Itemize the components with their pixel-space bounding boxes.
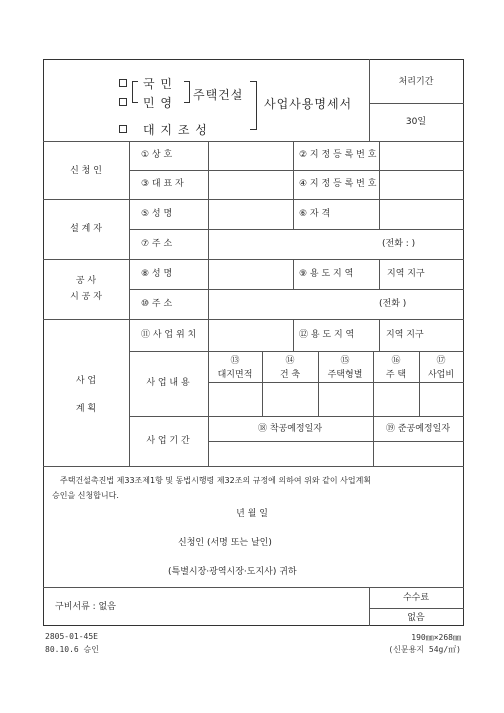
designer-phone: (전화 : ) xyxy=(382,239,416,249)
right-brace xyxy=(184,81,190,103)
label-end-date: ⑲ 준공예정일자 xyxy=(385,424,451,434)
statement-recipient: (특별시장·광역시장·도지사) 귀하 xyxy=(168,567,297,577)
label-constructor-name: ⑧ 성 명 xyxy=(141,269,173,279)
required-docs: 구비서류 : 없음 xyxy=(55,602,116,612)
checkbox-private[interactable] xyxy=(119,98,127,106)
processing-label: 처리기간 xyxy=(398,77,434,87)
footer-paper: (신문용지 54g/㎡) xyxy=(388,645,461,654)
footer-form-number: 2805-01-45E xyxy=(45,632,98,641)
zone-1: 지역 지구 xyxy=(387,269,425,279)
label-reg-no-1: ② 지 정 등 록 번 호 xyxy=(299,150,377,160)
col-num-land: ⑬ xyxy=(230,356,240,366)
label-company: ① 상 호 xyxy=(141,150,173,160)
option-private: 민 영 xyxy=(143,96,173,110)
section-constructor-2: 시 공 자 xyxy=(70,292,102,302)
constructor-phone: (전화 ) xyxy=(379,299,407,309)
col-label-housing: 주 택 xyxy=(385,370,407,380)
col-label-cost: 사업비 xyxy=(427,370,455,380)
label-zone-2: ⑫ 용 도 지 역 xyxy=(299,330,355,340)
label-designer-name: ⑤ 성 명 xyxy=(141,209,173,219)
label-constructor-address: ⑩ 주 소 xyxy=(141,299,173,309)
col-num-cost: ⑰ xyxy=(436,356,446,366)
label-start-date: ⑱ 착공예정일자 xyxy=(257,424,323,434)
col-num-housing: ⑯ xyxy=(391,356,401,366)
fee-label: 수수료 xyxy=(402,593,430,603)
section-project-2: 계 획 xyxy=(75,404,97,414)
category-label: 주택건설 xyxy=(193,88,244,102)
section-constructor-1: 공 사 xyxy=(75,276,97,286)
statement-applicant: 신청인 (서명 또는 날인) xyxy=(178,538,272,548)
statement-line-2: 승인을 신청합니다. xyxy=(52,491,119,500)
section-designer: 설 계 자 xyxy=(70,224,102,234)
big-brace xyxy=(250,81,257,130)
doc-title: 사업사용명세서 xyxy=(264,97,353,111)
col-label-land: 대지면적 xyxy=(217,370,253,380)
fee-value: 없음 xyxy=(407,613,425,623)
col-label-building: 건 축 xyxy=(279,370,301,380)
label-content: 사 업 내 용 xyxy=(146,378,190,388)
processing-value: 30일 xyxy=(405,117,427,127)
zone-2: 지역 지구 xyxy=(386,330,424,340)
label-representative: ③ 대 표 자 xyxy=(141,179,184,189)
label-reg-no-2: ④ 지 정 등 록 번 호 xyxy=(299,179,377,189)
label-period: 사 업 기 간 xyxy=(146,436,190,446)
section-applicant: 신 청 인 xyxy=(70,166,102,176)
footer-size: 190㎜×268㎜ xyxy=(411,633,461,642)
label-qualification: ⑥ 자 격 xyxy=(299,209,331,219)
col-num-type: ⑮ xyxy=(340,356,350,366)
label-location: ⑪ 사 업 위 치 xyxy=(141,330,197,340)
option-land: 대 지 조 성 xyxy=(143,123,208,137)
col-num-building: ⑭ xyxy=(285,356,295,366)
statement-date: 년 월 일 xyxy=(236,509,268,519)
checkbox-national[interactable] xyxy=(119,79,127,87)
left-brace xyxy=(132,81,138,103)
footer-approval: 80.10.6 승인 xyxy=(45,645,99,654)
col-label-type: 주택형별 xyxy=(327,370,363,380)
label-zone-1: ⑨ 용 도 지 역 xyxy=(299,269,354,279)
label-designer-address: ⑦ 주 소 xyxy=(141,239,173,249)
checkbox-land[interactable] xyxy=(119,125,127,133)
section-project-1: 사 업 xyxy=(75,376,97,386)
statement-line-1: 주택건설촉진법 제33조제1항 및 동법시행령 제32조의 규정에 의하여 위와 같이 사업계획 xyxy=(60,476,372,485)
option-national: 국 민 xyxy=(143,77,173,91)
